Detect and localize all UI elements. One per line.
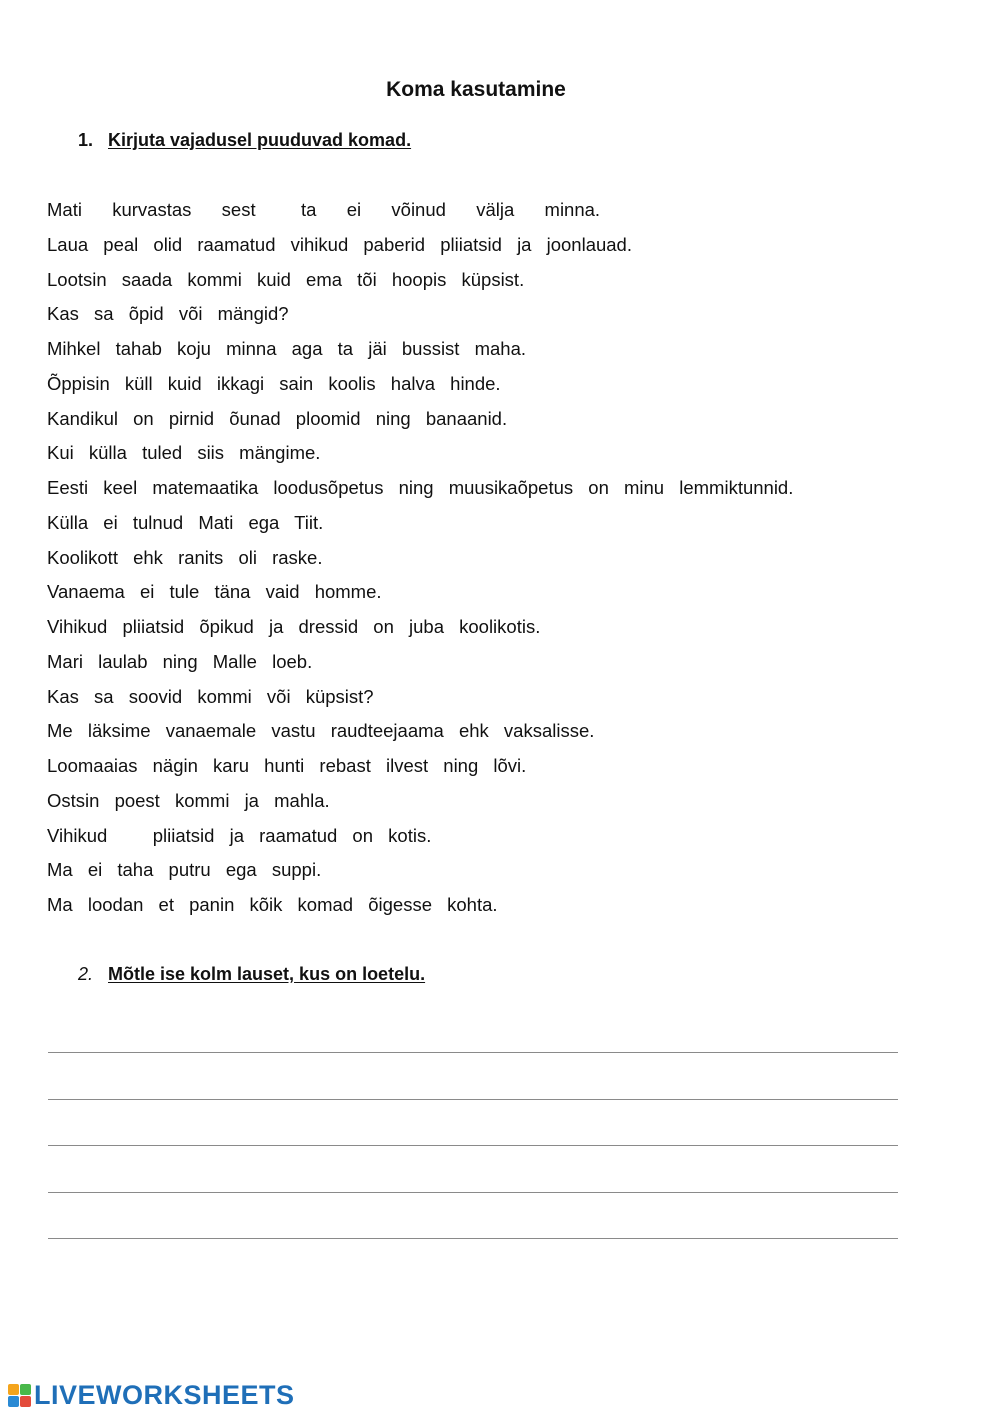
sentence-16[interactable]: Me läksime vanaemale vastu raudteejaama ehk vaksalisse. xyxy=(47,720,595,742)
sentence-19[interactable]: Vihikud pliiatsid ja raamatud on kotis. xyxy=(47,824,432,846)
sentence-10[interactable]: Külla ei tulnud Mati ega Tiit. xyxy=(47,511,324,533)
sentence-12[interactable]: Vanaema ei tule täna vaid homme. xyxy=(47,581,382,603)
sentence-7[interactable]: Kandikul on pirnid õunad ploomid ning banaanid. xyxy=(47,407,508,429)
sentence-8[interactable]: Kui külla tuled siis mängime. xyxy=(47,442,321,464)
task-2-number: 2. xyxy=(78,964,94,984)
page-title: Koma kasutamine xyxy=(386,78,566,101)
task-1-instruction: Kirjuta vajadusel puuduvad komad. xyxy=(108,130,412,150)
sentence-9[interactable]: Eesti keel matemaatika loodusõpetus ning muusikaõpetus on minu lemmiktunnid. xyxy=(47,477,794,498)
answer-line-2[interactable] xyxy=(48,1099,898,1100)
sentence-21[interactable]: Ma loodan et panin kõik komad õigesse kohta. xyxy=(47,894,498,915)
sentence-14[interactable]: Mari laulab ning Malle loeb. xyxy=(47,650,313,672)
sentence-4[interactable]: Kas sa õpid või mängid? xyxy=(47,303,289,325)
sentence-5[interactable]: Mihkel tahab koju minna aga ta jäi bussist maha. xyxy=(47,338,526,359)
task-1-heading xyxy=(78,130,411,151)
sentence-11[interactable]: Koolikott ehk ranits oli raske. xyxy=(47,546,323,568)
answer-line-1[interactable] xyxy=(48,1052,898,1053)
sentence-3[interactable]: Lootsin saada kommi kuid ema tõi hoopis küpsist. xyxy=(47,268,525,290)
sentence-20[interactable]: Ma ei taha putru ega suppi. xyxy=(47,859,322,881)
sentence-6[interactable]: Õppisin küll kuid ikkagi sain koolis halva hinde. xyxy=(47,372,501,394)
answer-lines xyxy=(48,1052,898,1285)
logo-text: LIVEWORKSHEETS xyxy=(34,1380,295,1410)
answer-line-3[interactable] xyxy=(48,1145,898,1146)
answer-line-5[interactable] xyxy=(48,1238,898,1239)
answer-line-4[interactable] xyxy=(48,1192,898,1193)
task-2-heading xyxy=(78,964,425,985)
liveworksheets-logo-icon xyxy=(8,1384,32,1408)
sentence-13[interactable]: Vihikud pliiatsid õpikud ja dressid on juba koolikotis. xyxy=(47,616,541,637)
task-1-number: 1. xyxy=(78,130,94,150)
sentence-18[interactable]: Ostsin poest kommi ja mahla. xyxy=(47,789,330,811)
sentence-15[interactable]: Kas sa soovid kommi või küpsist? xyxy=(47,685,374,707)
task-2-instruction: Mõtle ise kolm lauset, kus on loetelu. xyxy=(108,964,426,984)
sentence-1[interactable]: Mati kurvastas sest ta ei võinud välja minna. xyxy=(47,199,601,220)
sentence-list xyxy=(47,195,793,925)
liveworksheets-logo xyxy=(8,1380,295,1411)
sentence-17[interactable]: Loomaaias nägin karu hunti rebast ilvest ning lõvi. xyxy=(47,755,527,776)
sentence-2[interactable]: Laua peal olid raamatud vihikud paberid pliiatsid ja joonlauad. xyxy=(47,233,632,255)
